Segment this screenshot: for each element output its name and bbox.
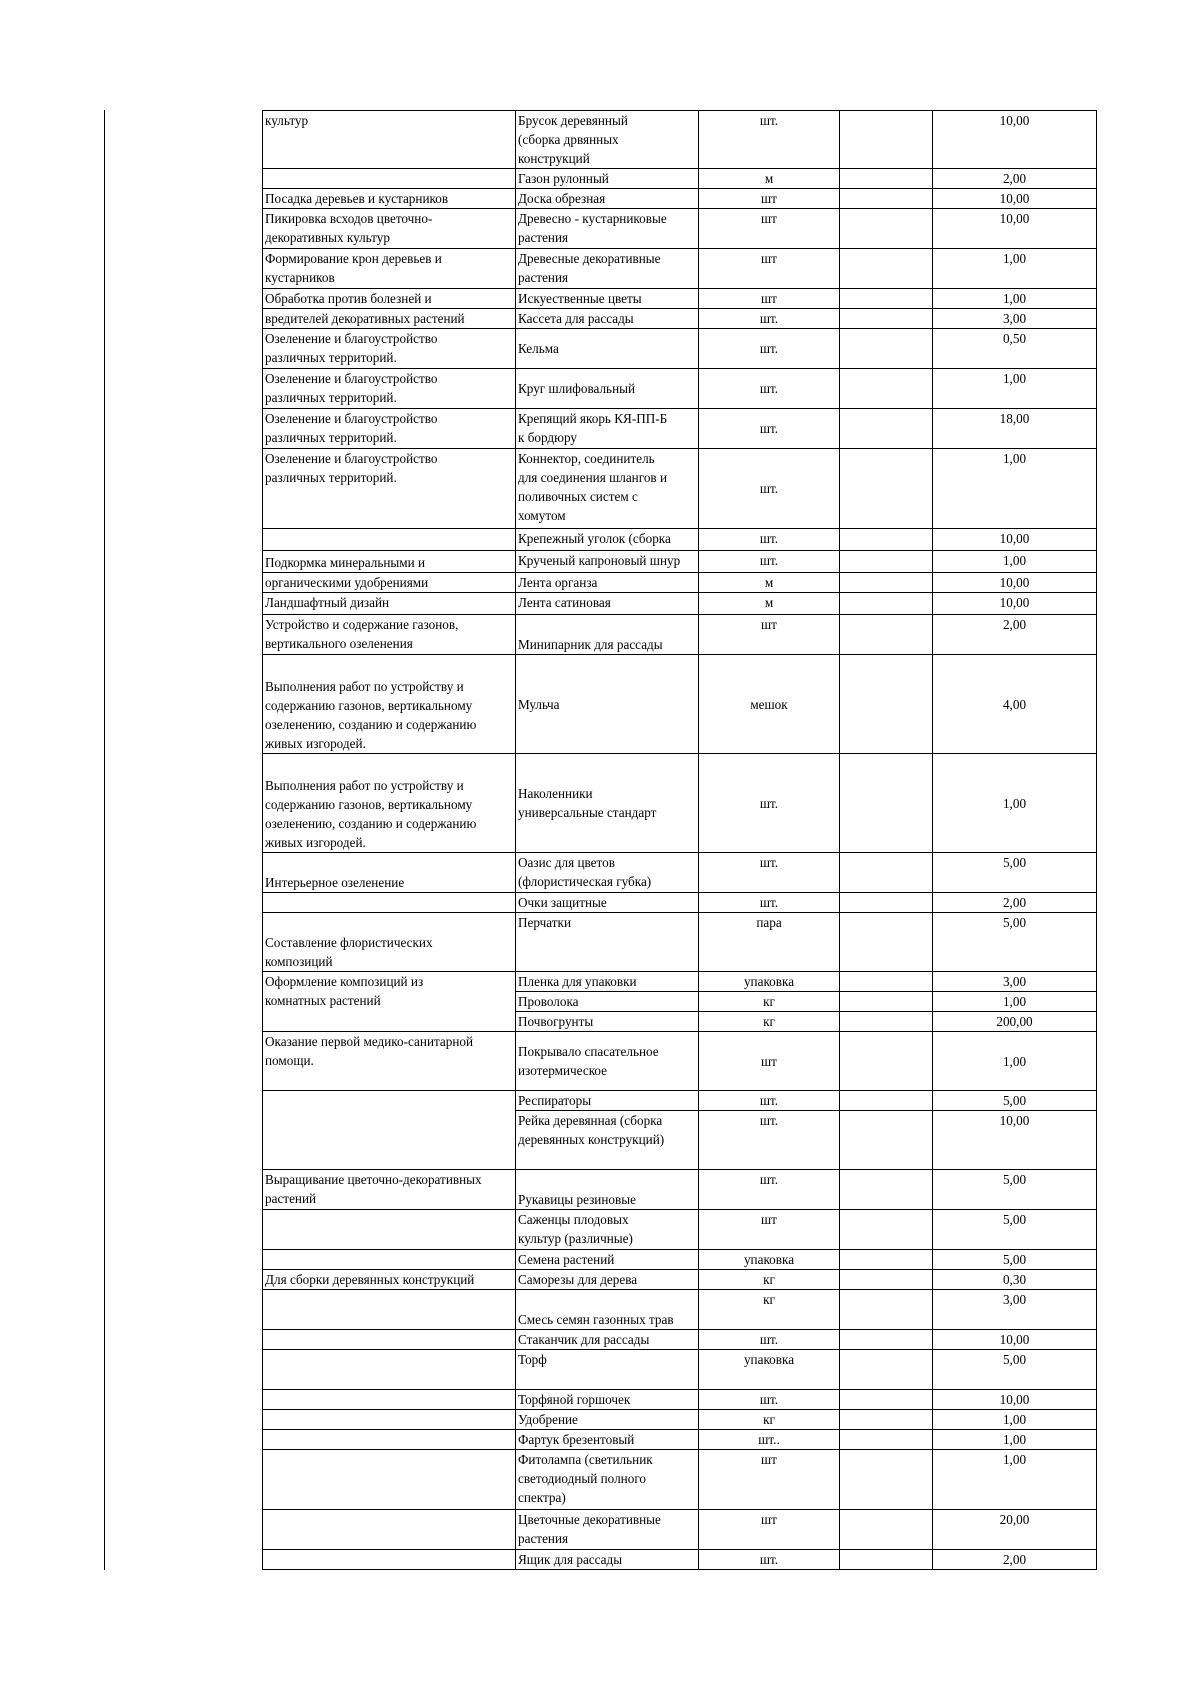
item-cell: Мульча: [516, 655, 699, 754]
unit-cell: шт.: [699, 1550, 840, 1570]
unit-cell: шт.: [699, 893, 840, 913]
unit-cell: шт: [699, 615, 840, 655]
item-cell: Очки защитные: [516, 893, 699, 913]
work-name-cell: [263, 1450, 516, 1510]
work-name-cell: Интерьерное озеленение: [263, 853, 516, 893]
table-row: [263, 529, 1097, 551]
item-cell: Цветочные декоративные растения: [516, 1510, 699, 1550]
quantity-cell: 10,00: [933, 209, 1097, 249]
work-name-cell: органическими удобрениями: [263, 573, 516, 593]
empty-cell: [840, 309, 933, 329]
unit-cell: кг: [699, 1290, 840, 1330]
table-row: [263, 189, 1097, 209]
table-row: [263, 1290, 1097, 1330]
table-row: [263, 1250, 1097, 1270]
item-cell: Фитолампа (светильник светодиодный полного спектра): [516, 1450, 699, 1510]
table-row: [263, 249, 1097, 289]
quantity-cell: 1,00: [933, 1430, 1097, 1450]
table-row: [263, 1410, 1097, 1430]
quantity-cell: 3,00: [933, 1290, 1097, 1330]
item-cell: Наколенники универсальные стандарт: [516, 754, 699, 853]
unit-cell: мешок: [699, 655, 840, 754]
table-row: [263, 972, 1097, 992]
table-row: [263, 309, 1097, 329]
table-row: [263, 329, 1097, 369]
work-name-cell: Озеленение и благоустройство различных территорий.: [263, 449, 516, 529]
item-cell: Минипарник для рассады: [516, 615, 699, 655]
item-cell: Смесь семян газонных трав: [516, 1290, 699, 1330]
quantity-cell: 1,00: [933, 369, 1097, 409]
work-name-cell: культур: [263, 111, 516, 169]
unit-cell: шт.: [699, 409, 840, 449]
empty-cell: [840, 551, 933, 573]
unit-cell: шт.: [699, 1170, 840, 1210]
quantity-cell: 1,00: [933, 1410, 1097, 1430]
quantity-cell: 5,00: [933, 1250, 1097, 1270]
empty-cell: [840, 1012, 933, 1032]
empty-cell: [840, 1330, 933, 1350]
table-row: [263, 289, 1097, 309]
table-row: [263, 369, 1097, 409]
quantity-cell: 10,00: [933, 1330, 1097, 1350]
unit-cell: шт.: [699, 111, 840, 169]
item-cell: Саженцы плодовых культур (различные): [516, 1210, 699, 1250]
empty-cell: [840, 573, 933, 593]
table-row: [263, 1450, 1097, 1510]
table-row: [263, 1550, 1097, 1570]
empty-cell: [840, 1111, 933, 1170]
item-cell: Коннектор, соединитель для соединения шлангов и поливочных систем с хомутом: [516, 449, 699, 529]
work-name-cell: Пикировка всходов цветочно- декоративных культур: [263, 209, 516, 249]
empty-cell: [840, 329, 933, 369]
table-row: [263, 754, 1097, 853]
quantity-cell: 2,00: [933, 169, 1097, 189]
item-cell: Древесные декоративные растения: [516, 249, 699, 289]
table-row: [263, 1032, 1097, 1091]
work-name-cell: [263, 1290, 516, 1330]
unit-cell: шт: [699, 1032, 840, 1091]
empty-cell: [840, 754, 933, 853]
item-cell: Доска обрезная: [516, 189, 699, 209]
quantity-cell: 18,00: [933, 409, 1097, 449]
unit-cell: шт.: [699, 309, 840, 329]
table-row: [263, 551, 1097, 573]
item-cell: Пленка для упаковки: [516, 972, 699, 992]
unit-cell: упаковка: [699, 1350, 840, 1390]
empty-cell: [840, 111, 933, 169]
unit-cell: шт: [699, 189, 840, 209]
item-cell: Ящик для рассады: [516, 1550, 699, 1570]
empty-cell: [840, 1270, 933, 1290]
quantity-cell: 1,00: [933, 551, 1097, 573]
empty-cell: [840, 1290, 933, 1330]
quantity-cell: 1,00: [933, 289, 1097, 309]
work-name-cell: [263, 1330, 516, 1350]
empty-cell: [840, 449, 933, 529]
unit-cell: шт.: [699, 551, 840, 573]
empty-cell: [840, 249, 933, 289]
table-row: [263, 573, 1097, 593]
table-row: [263, 209, 1097, 249]
work-name-cell: Составление флористических композиций: [263, 913, 516, 972]
unit-cell: м: [699, 573, 840, 593]
item-cell: Респираторы: [516, 1091, 699, 1111]
item-cell: Торф: [516, 1350, 699, 1390]
quantity-cell: 200,00: [933, 1012, 1097, 1032]
quantity-cell: 20,00: [933, 1510, 1097, 1550]
work-name-cell: [263, 1210, 516, 1250]
item-cell: Круг шлифовальный: [516, 369, 699, 409]
work-name-cell: Выполнения работ по устройству и содержанию газонов, вертикальному озеленению, созданию и содержанию живых изгородей.: [263, 655, 516, 754]
work-name-cell: [263, 1250, 516, 1270]
item-cell: Фартук брезентовый: [516, 1430, 699, 1450]
item-cell: Перчатки: [516, 913, 699, 972]
table-row: [263, 1210, 1097, 1250]
work-name-cell: Устройство и содержание газонов, вертикального озеленения: [263, 615, 516, 655]
item-cell: Брусок деревянный (сборка дрвянных конструкций: [516, 111, 699, 169]
unit-cell: шт: [699, 209, 840, 249]
empty-cell: [840, 913, 933, 972]
quantity-cell: 5,00: [933, 1350, 1097, 1390]
empty-cell: [840, 615, 933, 655]
quantity-cell: 4,00: [933, 655, 1097, 754]
empty-cell: [840, 1410, 933, 1430]
quantity-cell: 5,00: [933, 1091, 1097, 1111]
item-cell: Рейка деревянная (сборка деревянных конструкций): [516, 1111, 699, 1170]
quantity-cell: 5,00: [933, 1170, 1097, 1210]
unit-cell: шт: [699, 1510, 840, 1550]
unit-cell: шт: [699, 1210, 840, 1250]
empty-cell: [840, 189, 933, 209]
unit-cell: кг: [699, 1270, 840, 1290]
empty-cell: [840, 409, 933, 449]
work-name-cell: [263, 1410, 516, 1430]
item-cell: Семена растений: [516, 1250, 699, 1270]
quantity-cell: 10,00: [933, 593, 1097, 615]
empty-cell: [840, 1390, 933, 1410]
unit-cell: м: [699, 169, 840, 189]
empty-cell: [840, 593, 933, 615]
table-row: [263, 1430, 1097, 1450]
table-row: [263, 913, 1097, 972]
quantity-cell: 5,00: [933, 913, 1097, 972]
empty-cell: [840, 1450, 933, 1510]
work-name-cell: Обработка против болезней и: [263, 289, 516, 309]
table-row: [263, 169, 1097, 189]
quantity-cell: 10,00: [933, 189, 1097, 209]
empty-cell: [840, 1550, 933, 1570]
unit-cell: упаковка: [699, 972, 840, 992]
quantity-cell: 5,00: [933, 1210, 1097, 1250]
item-cell: Крепящий якорь КЯ-ПП-Б к бордюру: [516, 409, 699, 449]
quantity-cell: 2,00: [933, 893, 1097, 913]
unit-cell: шт.: [699, 1390, 840, 1410]
materials-table: [262, 110, 1097, 1570]
table-row: [263, 593, 1097, 615]
item-cell: Кассета для рассады: [516, 309, 699, 329]
quantity-cell: 2,00: [933, 1550, 1097, 1570]
item-cell: Стаканчик для рассады: [516, 1330, 699, 1350]
empty-cell: [840, 893, 933, 913]
item-cell: Проволока: [516, 992, 699, 1012]
work-name-cell: Формирование крон деревьев и кустарников: [263, 249, 516, 289]
work-name-cell: [263, 169, 516, 189]
table-row: [263, 409, 1097, 449]
table-row: [263, 655, 1097, 754]
empty-cell: [840, 289, 933, 309]
empty-cell: [840, 655, 933, 754]
work-name-cell: Оформление композиций из комнатных растений: [263, 972, 516, 1032]
unit-cell: шт: [699, 249, 840, 289]
item-cell: Саморезы для дерева: [516, 1270, 699, 1290]
table-row: [263, 1350, 1097, 1390]
work-name-cell: Озеленение и благоустройство различных территорий.: [263, 409, 516, 449]
quantity-cell: 1,00: [933, 1450, 1097, 1510]
unit-cell: шт.: [699, 1091, 840, 1111]
work-name-cell: [263, 893, 516, 913]
quantity-cell: 5,00: [933, 853, 1097, 893]
item-cell: Удобрение: [516, 1410, 699, 1430]
work-name-cell: Озеленение и благоустройство различных территорий.: [263, 329, 516, 369]
empty-cell: [840, 1430, 933, 1450]
table-row: [263, 1091, 1097, 1111]
unit-cell: шт..: [699, 1430, 840, 1450]
unit-cell: пара: [699, 913, 840, 972]
work-name-cell: Озеленение и благоустройство различных территорий.: [263, 369, 516, 409]
work-name-cell: вредителей декоративных растений: [263, 309, 516, 329]
empty-cell: [840, 1210, 933, 1250]
table-row: [263, 893, 1097, 913]
empty-cell: [840, 1250, 933, 1270]
unit-cell: шт.: [699, 449, 840, 529]
quantity-cell: 10,00: [933, 573, 1097, 593]
quantity-cell: 3,00: [933, 972, 1097, 992]
quantity-cell: 10,00: [933, 111, 1097, 169]
item-cell: Крепежный уголок (сборка: [516, 529, 699, 551]
quantity-cell: 10,00: [933, 1390, 1097, 1410]
work-name-cell: [263, 1510, 516, 1550]
unit-cell: шт.: [699, 1330, 840, 1350]
work-name-cell: Оказание первой медико-санитарной помощи.: [263, 1032, 516, 1091]
quantity-cell: 10,00: [933, 1111, 1097, 1170]
item-cell: Оазис для цветов (флористическая губка): [516, 853, 699, 893]
table-row: [263, 1270, 1097, 1290]
unit-cell: кг: [699, 992, 840, 1012]
quantity-cell: 2,00: [933, 615, 1097, 655]
quantity-cell: 10,00: [933, 529, 1097, 551]
work-name-cell: [263, 1430, 516, 1450]
item-cell: Почвогрунты: [516, 1012, 699, 1032]
quantity-cell: 3,00: [933, 309, 1097, 329]
table-row: [263, 1510, 1097, 1550]
item-cell: Крученый капроновый шнур: [516, 551, 699, 573]
work-name-cell: [263, 1350, 516, 1390]
unit-cell: шт: [699, 289, 840, 309]
item-cell: Лента органза: [516, 573, 699, 593]
unit-cell: шт.: [699, 853, 840, 893]
empty-cell: [840, 972, 933, 992]
empty-cell: [840, 853, 933, 893]
work-name-cell: Посадка деревьев и кустарников: [263, 189, 516, 209]
empty-cell: [840, 209, 933, 249]
work-name-cell: Ландшафтный дизайн: [263, 593, 516, 615]
empty-cell: [840, 369, 933, 409]
unit-cell: упаковка: [699, 1250, 840, 1270]
empty-cell: [840, 1032, 933, 1091]
empty-cell: [840, 992, 933, 1012]
unit-cell: кг: [699, 1410, 840, 1430]
item-cell: Кельма: [516, 329, 699, 369]
item-cell: Рукавицы резиновые: [516, 1170, 699, 1210]
quantity-cell: 0,30: [933, 1270, 1097, 1290]
table-row: [263, 1390, 1097, 1410]
item-cell: Покрывало спасательное изотермическое: [516, 1032, 699, 1091]
table-row: [263, 615, 1097, 655]
unit-cell: кг: [699, 1012, 840, 1032]
empty-cell: [840, 1091, 933, 1111]
unit-cell: шт: [699, 1450, 840, 1510]
unit-cell: м: [699, 593, 840, 615]
quantity-cell: 1,00: [933, 992, 1097, 1012]
work-name-cell: Для сборки деревянных конструкций: [263, 1270, 516, 1290]
quantity-cell: 0,50: [933, 329, 1097, 369]
item-cell: Лента сатиновая: [516, 593, 699, 615]
work-name-cell: [263, 529, 516, 551]
work-name-cell: Выполнения работ по устройству и содержанию газонов, вертикальному озеленению, созданию и содержанию живых изгородей.: [263, 754, 516, 853]
left-margin-line: [104, 110, 105, 1570]
table-row: [263, 1330, 1097, 1350]
quantity-cell: 1,00: [933, 449, 1097, 529]
item-cell: Газон рулонный: [516, 169, 699, 189]
table-row: [263, 853, 1097, 893]
empty-cell: [840, 169, 933, 189]
empty-cell: [840, 529, 933, 551]
unit-cell: шт.: [699, 1111, 840, 1170]
item-cell: Искуественные цветы: [516, 289, 699, 309]
unit-cell: шт.: [699, 329, 840, 369]
unit-cell: шт.: [699, 754, 840, 853]
unit-cell: шт.: [699, 369, 840, 409]
work-name-cell: [263, 1550, 516, 1570]
unit-cell: шт.: [699, 529, 840, 551]
quantity-cell: 1,00: [933, 1032, 1097, 1091]
work-name-cell: Выращивание цветочно-декоративных растений: [263, 1170, 516, 1210]
empty-cell: [840, 1350, 933, 1390]
work-name-cell: [263, 1390, 516, 1410]
item-cell: Торфяной горшочек: [516, 1390, 699, 1410]
empty-cell: [840, 1510, 933, 1550]
table-row: [263, 111, 1097, 169]
work-name-cell: [263, 1091, 516, 1170]
table-row: [263, 449, 1097, 529]
quantity-cell: 1,00: [933, 754, 1097, 853]
work-name-cell: Подкормка минеральными и: [263, 551, 516, 573]
table-row: [263, 1170, 1097, 1210]
quantity-cell: 1,00: [933, 249, 1097, 289]
empty-cell: [840, 1170, 933, 1210]
item-cell: Древесно - кустарниковые растения: [516, 209, 699, 249]
